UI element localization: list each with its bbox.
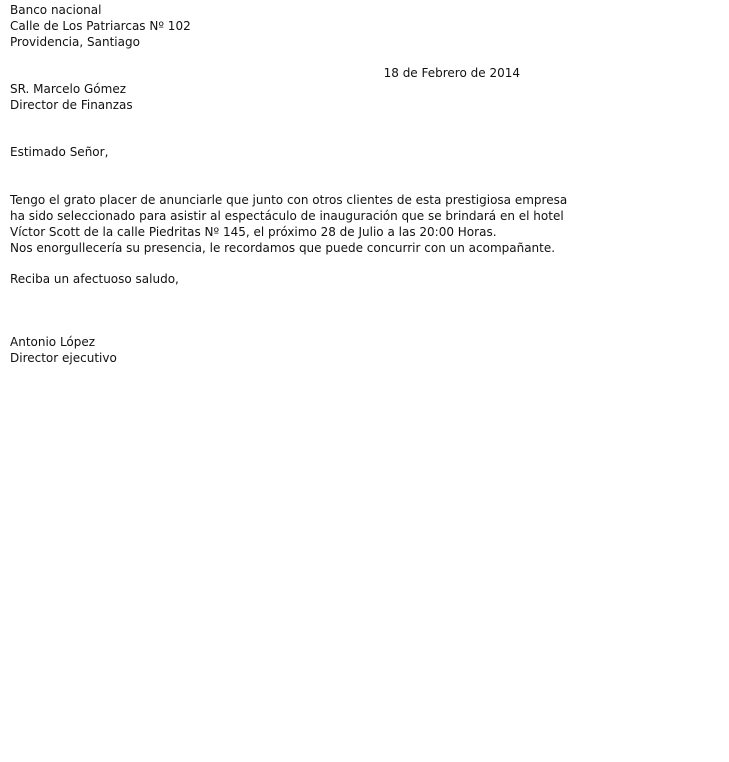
salutation: Estimado Señor, — [10, 145, 109, 159]
letter-body — [10, 192, 568, 256]
recipient-block — [10, 81, 520, 113]
body-line: Tengo el grato placer de anunciarle que junto con otros clientes de esta prestigiosa empresa — [10, 193, 568, 207]
closing: Reciba un afectuoso saludo, — [10, 272, 179, 286]
sender-city: Providencia, Santiago — [10, 35, 140, 49]
letter-date: 18 de Febrero de 2014 — [383, 66, 520, 80]
sender-street: Calle de Los Patriarcas Nº 102 — [10, 19, 191, 33]
body-line: Nos enorgullecería su presencia, le recordamos que puede concurrir con un acompañante. — [10, 241, 556, 255]
recipient-name: SR. Marcelo Gómez — [10, 82, 127, 96]
body-line: ha sido seleccionado para asistir al espectáculo de inauguración que se brindará en el hotel — [10, 209, 564, 223]
signer-title: Director ejecutivo — [10, 351, 117, 365]
sender-name: Banco nacional — [10, 3, 102, 17]
signer-name: Antonio López — [10, 335, 96, 349]
recipient-title: Director de Finanzas — [10, 98, 133, 112]
sender-address — [10, 2, 520, 50]
body-line: Víctor Scott de la calle Piedritas Nº 145, el próximo 28 de Julio a las 20:00 Horas. — [10, 225, 497, 239]
letter-document — [10, 2, 568, 366]
signature-block — [10, 334, 520, 366]
